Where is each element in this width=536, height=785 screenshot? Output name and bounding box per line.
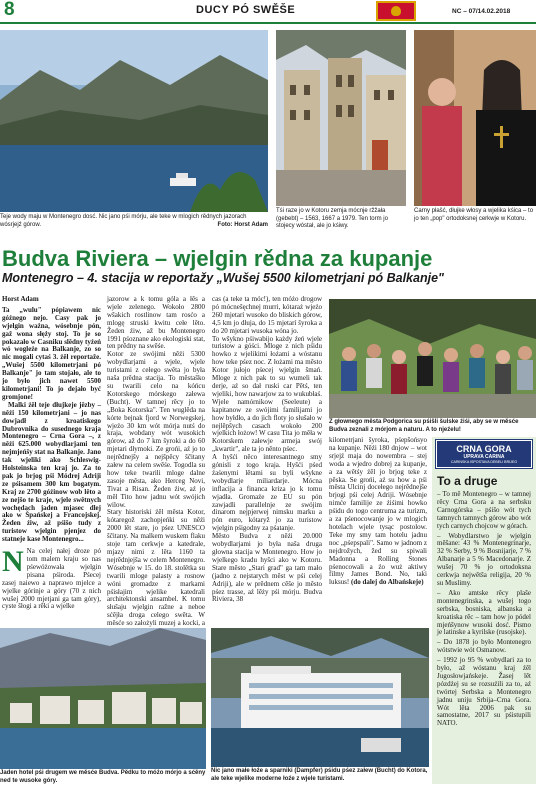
- photo-school-kids: [329, 299, 536, 418]
- caption-hotels: Jaden hotel pśi drugem we měsće Budva. Pědku to móżo mórjo a sćěny ned te wusoke góry.: [0, 770, 206, 784]
- caption-priest: Carny płašć, dłujke włosy a wjelika kśica – to jo ten „pop" ortodoksnej cerkwje w Kotoru.: [414, 208, 534, 222]
- caption-bay-text: Teje wody maju w Montenegro dosć. Nic jano pśi mórju, ale teke w mlogich rědnych jazorach wósrjejź górow.: [0, 214, 247, 228]
- photo-credit: Foto: Horst Adam: [217, 221, 268, 228]
- caption-school-kids: Z głownego města Podgorica su pśišli šulske źiśi, aby se w měsće Budva zeznali z mórjom a naturu. A to njeźelu!: [329, 419, 519, 433]
- header-rule: [0, 22, 536, 24]
- kotor-illustration: [276, 30, 406, 206]
- article-column-3: cas (a teke ta móc!), ten móżo drogow pó mócnešęchnej murri, kótaraż wjeźo 260 mjetarí wusoko do bliskich górow, 4,5 km jo dłuja, do 15 mjetarí šyroka a do 20 mjetari wusoka wóna jo. To wšykno pśiwabijo każdy źeń wjele turistow a góści. Mloge z nich pśidu howko z wjelikimi łożami a wóstanu how teke pśez noc. Z łożami ma město Kotor jułojo pśecej wjelgin šmań. Mloge z nich pak to su wumeli tak derje, aź so dał ruski car Pětś, ten wjeliki, how nawarjow za to wukubłaś. Wjele namórnikow (Seeleute) a kapitanow ze swójimi familijami jo how byłdło, a do jich floty jo słušało w nejlěpšych casach wokoło 200 wjelkich łożow! W casu Tita jo měła w Kotorskem załewje armeja swój „kwartir", ale ta jo něnto pśec. A hyšći něco interesantnego smy gónisli z togo kraja. Hyšći pśed źaśenymi lětami su byli wšykne wobydlarje miliardarje. Mócna inflacija a financa kriza jo k tomu wjadła. Gromaźe ze EU su pón zawjadli parallelnje ze swójim dinarom nejpjerwej nimsku marku a pón euro, kótaryž jo za turistow wjelgin pśigodny za pśatanje. Město Budva z něźi 20.000 wobydlarjami jo była naša druga głowna stacija w Montenegro. How jo wjelkego kradu hyšci ako w Kotoru. Stare město „Stari grad" ga tam mało (jadno z nejstarych měst w pśi celej Adriji), ale w prědnem cěše jo město pśez trasse, aź lěży pśi mórju. Budva Riviera, 38: [212, 295, 322, 604]
- ship-illustration: [211, 628, 429, 767]
- photo-ship: [211, 628, 429, 767]
- page-header: [0, 0, 536, 22]
- article-column-4: [329, 437, 427, 617]
- sidebar-item: – Do 1878 jo było Montenegro wótstwie wót Osmanow.: [437, 638, 531, 655]
- photo-bay: [0, 30, 268, 212]
- sign-line-3: CARINSKA ISPOSTAVA DEBELI BRIJEG: [450, 460, 518, 464]
- sidebar-box: [432, 437, 536, 784]
- hotels-illustration: [0, 628, 206, 769]
- sign-line-1: CRNA GORA: [456, 444, 512, 454]
- article-lead: Ta „wulu" pópiawem nic góźnego nejo. Casy pak jo wjelgin ważna, wósebnje pón, gaž wona słęży stoj. To je so pokazało w Casniku slědny tyźeń wó wogleźe na Balkanje, zo so nic mogali cytaś 3. źěl reportaže. „Wušej 5500 kilometrjani pó Balkanje" jo tam stojało, ale to jo było jich nawet 5500 kilometrjani! To jo dejało być gromjone!: [2, 305, 101, 401]
- article-lead-2: Malki źěl teje dłujkeje jězby – něźi 150 kilometrjani – jo nas dowjadł z kroatiskego Dubrovnika do susednego kraja Montenegro – Crna Gora –, z něźi 625.000 wobydlarjami ten nejmjeńšy stat na Balkanje. Jano tak wjeliki ako Schleswig-Holsteinska ten kraj jo. Za to pak jo brjog pśi Módrej Adriji ze pśisamem 300 km bogatym. Kraj ze 2700 góźinow wob lěto a ze nejšo te kraje, wjele swětnych wochędach jaden mjasec dlej ako w Špańskej a Francojskej. Žeden źiw, až pśišo tudy z turistow wjelgin pjenjez do statneje kase Montenegro...: [2, 400, 101, 544]
- article-author: Horst Adam: [2, 295, 39, 303]
- page-number: 8: [4, 0, 15, 20]
- sign-line-2: UPRAVA CARINA: [463, 454, 505, 460]
- article-column-2: jazorow a k tomu góla a łěs a wjele zelenego. Wokoło 2800 wšakich rostlinow tam rosćo a mlogę struski kwitu cełe lěto. Žeden źiw, až bu Montenegro 1991 pśoznane ako ekologiski stat, ten prědny na swěśe. Kotor ze swójimi něźi 5300 wobydlarjami a wjele, wjele turistami z cełego swěta jo była naša prědna stacija. To městaško su twarili celo na kóńcu Kotorskego mórskego załewa (Bucht). W tamnej rěcy jo to „Boka Kotorska". Ten wuglěda na kórte bejnak fjord w Norwegskej, wjeźo 30 km wót mórja nutś do kraja, wobdany wót wusokich górow, až do 7 km šyroki a do 60 mjetari dłymoki. Ze grońi, aź jo to nejrědnejšy a nejšpěcy ščitany załew na celem swěśe. Togodla su how teke twarili mloge dalne zasoje města, ako Herceg Novi, Tivat a Risan. Žeden źiw, aź jo měl Tito how jadnu wót swójich wilow. Stary historiski źěl města Kotor, kótaregož zachopjeńki su něźi 2000 lět stare, jo pśez UNESCO ščitany. Na malkem wuskem flaku stoje tam cerkwje a katedrale, mjazy nimi z lěta 1160 ta nejrědnjejša w celem Montenegro. Wósebnje w 15. do 18. stolětka su twarili mloge palasty a rosnow wóni gromadze z markami pśisłajim wjelike katedrali architektonski ansambel. K tomu słušaju wjelgin ražne a neboe sćějła droga celego swěta. W měsće so założyli muzej a kocki, a: [107, 295, 205, 628]
- article-signoff: (do dalej do Albańskeje): [350, 578, 424, 587]
- photo-hotels: [0, 628, 206, 769]
- photo-priest: [414, 30, 536, 206]
- section-title: DUCY PÓ SWĚŠE: [196, 4, 296, 16]
- priest-illustration: [414, 30, 536, 206]
- caption-ship: Nic jano małe łoźe a sparniki (Dampfer) pśidu pśez załew (Bucht) do Kotora, ale teke wjelike moderne łoźe z wjele turistami.: [211, 768, 428, 782]
- customs-sign: [436, 440, 532, 468]
- sidebar-item: – Wobydlarstwo je wjelgin měšane: 43 % Montenegrinarje, 32 % Serby, 9 % Bosnijarje, 7 % Albanarje a 5 % Macedonarje. Z wušej 70 % jo ortodoksna cerkwja nejwětša religija, 20 % su Muslimy.: [437, 531, 531, 587]
- article-col1-body: Na celej nałej droze pó tom malem kraju so nas pśewóżowała wjelgin pisana pśiroda. Pśecej zasej naiewo a naprawo mjelce a wjelke górinje a góry (70 z nich wušej 2000 mjetjani ga tam góry), cyste šłogi a rěki a wjelke: [2, 547, 101, 611]
- caption-bay: [0, 214, 268, 229]
- sidebar-item: – 1992 jo 95 % wobydlari za to było, až wóstanu kraj źěl Jugosłowjańskeje. Žasej lět pózdźej su se rozsuźili za to, aź twórtej Serbska a Montenegro jadnu uniju Srbija–Crna Gora. Wót lěta 2006 pak su samostatne, 2017 su pśistupili NATO.: [437, 656, 531, 728]
- kids-illustration: [329, 299, 536, 418]
- article-subhead: Montenegro – 4. stacija w reportažy „Wušej 5500 kilometrjani pó Balkanje": [2, 271, 444, 285]
- montenegro-flag-icon: [376, 1, 416, 21]
- article-col4-body: kilometrjani šyroka, pśepšońsyo na kupanje. Něźi 180 dnjow – wot srjejź maja do nowembra – stej woda a wjedro dobrej za kupanje, a za wětśy źěl jo brjog teke z pěska. Se grońi, aź su how a pśi města Ulcinj docełego nejrědnejše brjogi pśi celej Adriji. Wósebnje nimće familije ze źiśimi howko pśidu do togo centruma za turizm, a za pśenocowanje jo w mlogich hotelach wjele tysąc postolow. Teke my smy tam hotelu jadnu noc „pśepspali". Samo w jadnom z nejdrožych, žed su spiwali Madonna a Rolling Stones pśenocowali a źo wuż aktiwy filmy James Bond. No, taki luksus!: [329, 436, 427, 587]
- bay-illustration: [0, 30, 268, 212]
- sidebar-item: – To mě Montenegro – w tamnej rěcy Crna Gora a na serbsku Carnogórska – pśišo wót tych tamnych tamnych górow abo wót tych carnych chojcow w górach.: [437, 490, 531, 530]
- article-column-1: [2, 296, 101, 627]
- sidebar-item: – Ako amtske rěcy plaše montenegrinska, a wušej togo serbska, bosniska, albanska a kroatiska rěc – tam how jo pódel mjeńšynow wusoki dosć. Pismo je latinske a kyrilske (rusojske).: [437, 588, 531, 637]
- caption-kotor: Tśi raze jo w Kotoru zemja mócnje ržžała (gebebt) – 1563, 1667 a 1979. Ten torm jo stojecy wóstał, ale jo kśiwy.: [276, 208, 388, 229]
- sidebar-title: To a druge: [437, 474, 498, 488]
- photo-kotor: [276, 30, 406, 206]
- issue-date: NC – 07/14.02.2018: [452, 8, 511, 15]
- drop-cap: N: [2, 545, 24, 579]
- article-headline: Budva Riviera – wjelgin rědna za kupanje: [2, 246, 433, 271]
